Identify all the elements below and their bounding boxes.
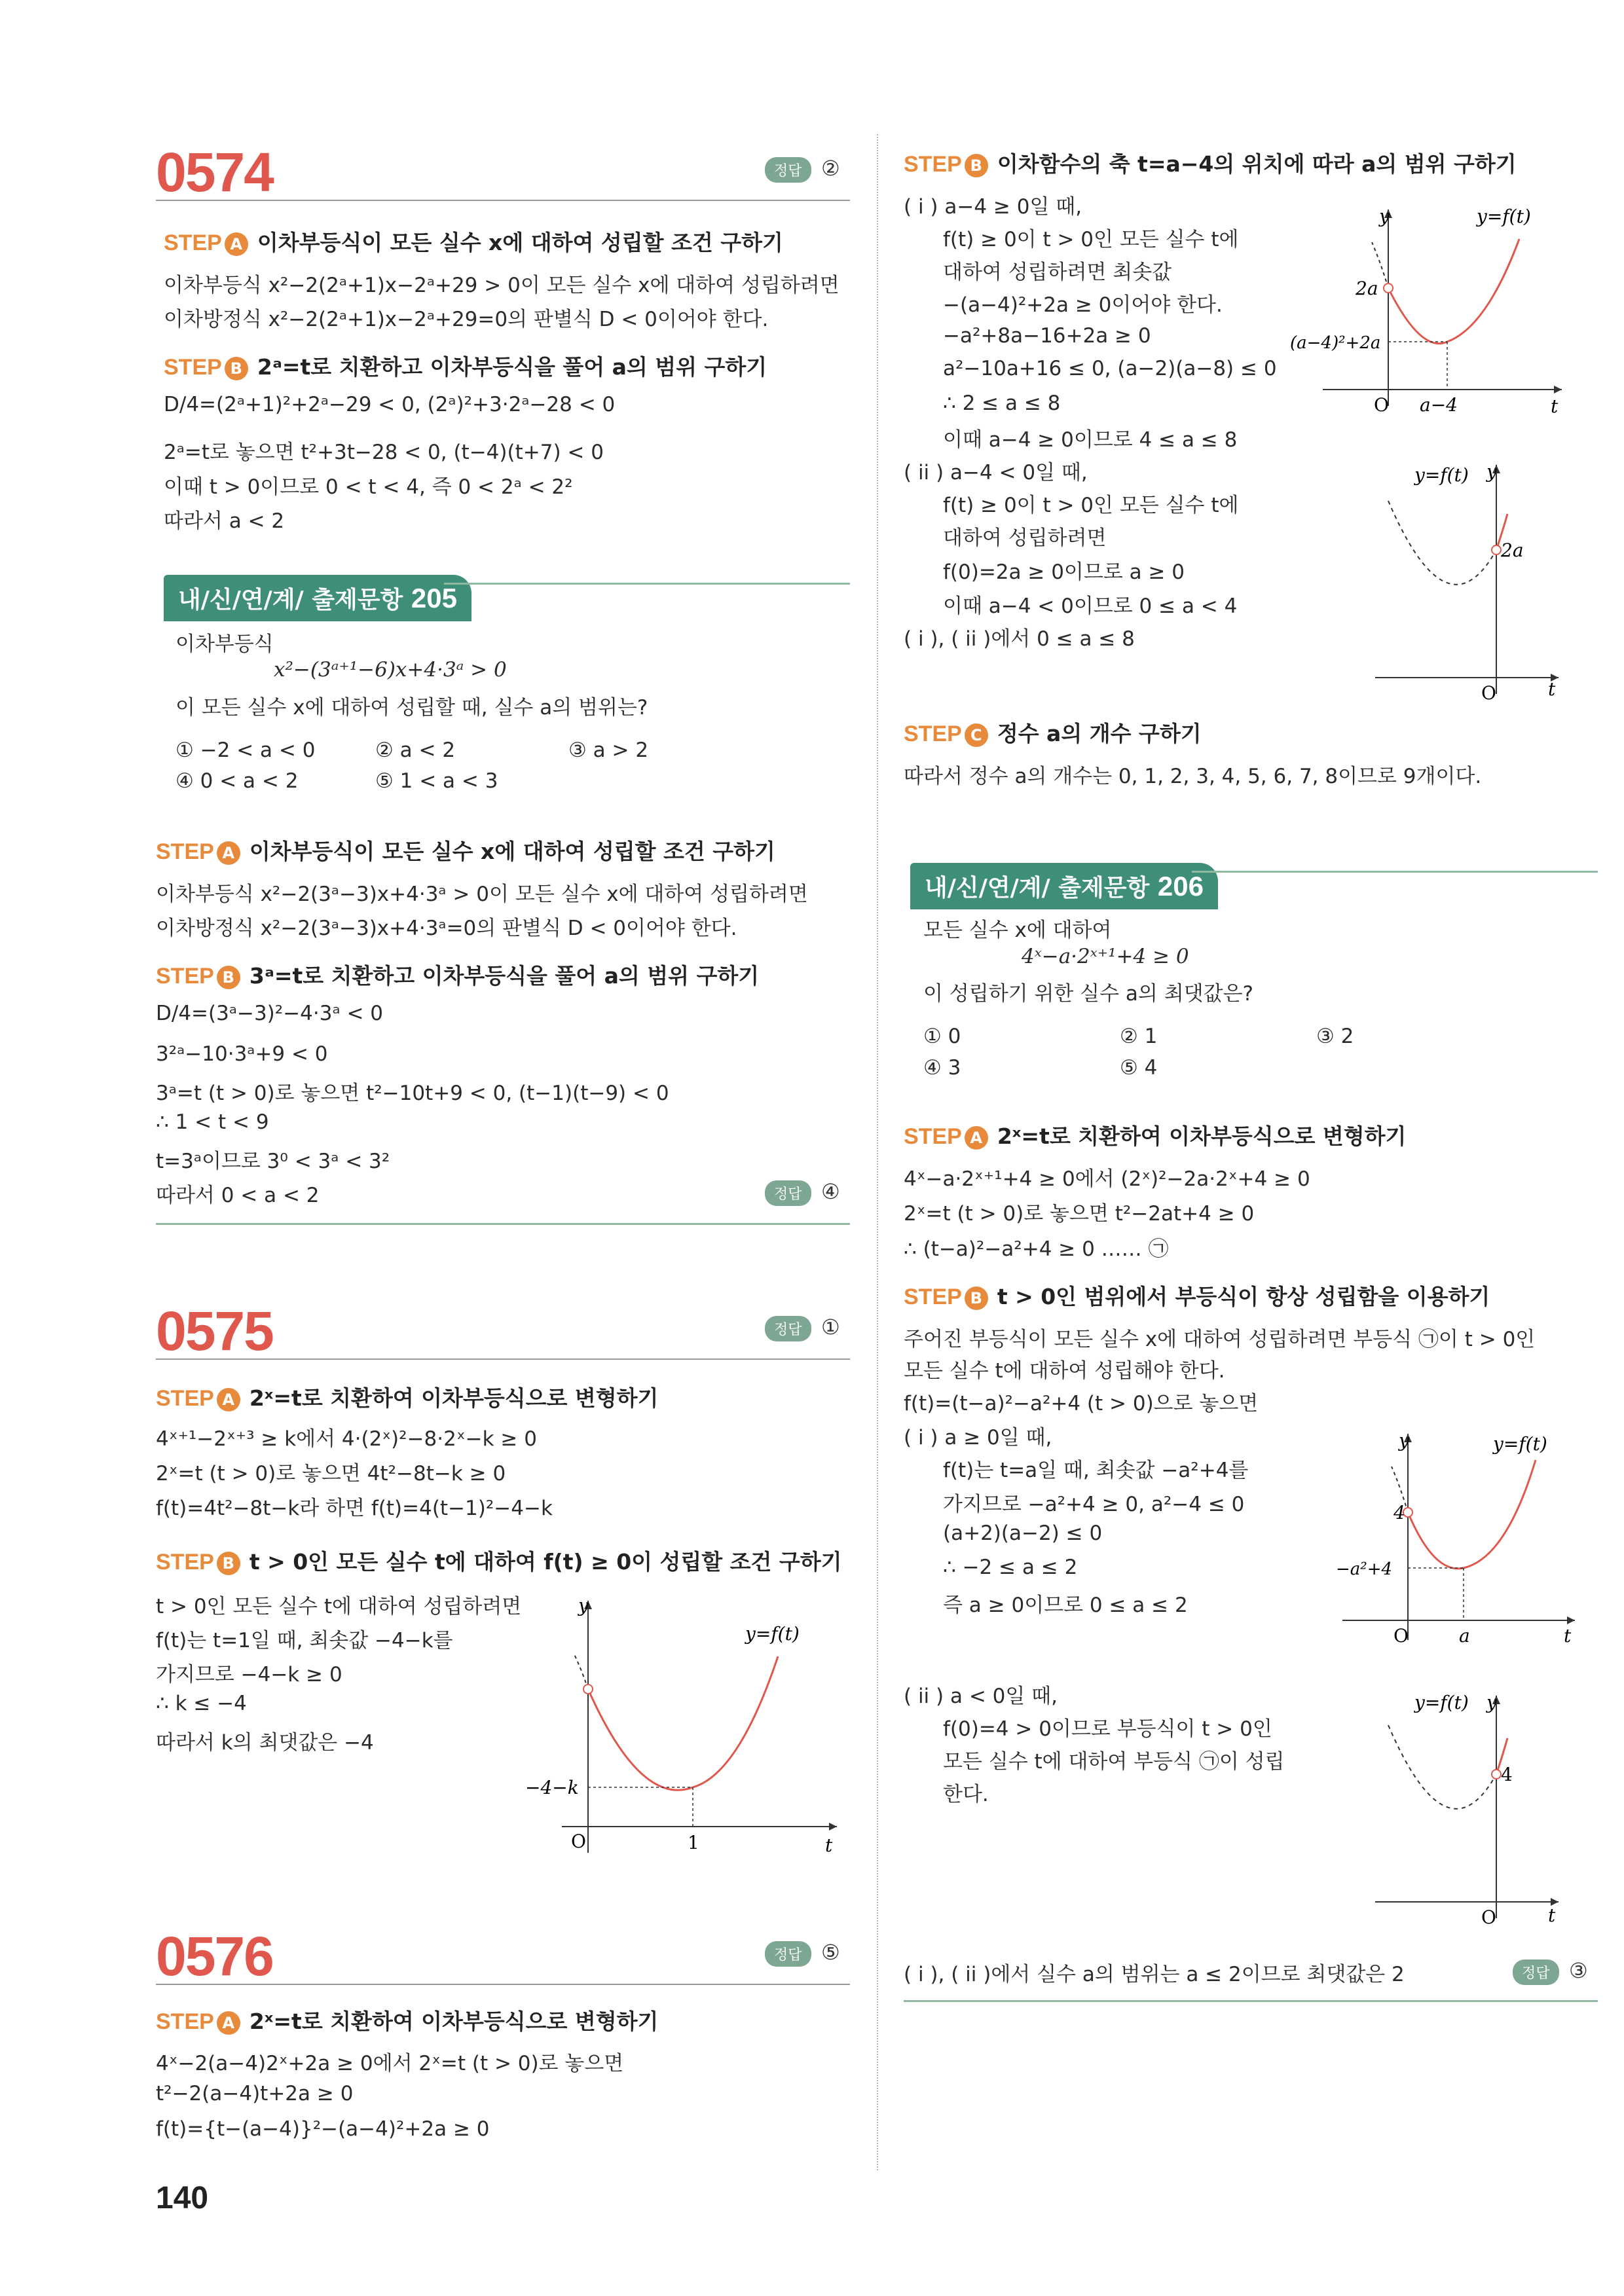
y-axis-label: y (578, 1595, 589, 1616)
solution-line: 이때 a−4 < 0이므로 0 ≤ a < 4 (943, 594, 1238, 618)
solution-line: t²−2(a−4)t+2a ≥ 0 (156, 2082, 354, 2105)
section-rule (156, 200, 850, 201)
solution-line: 즉 a ≥ 0이므로 0 ≤ a ≤ 2 (943, 1594, 1188, 1617)
min-value-label: −a²+4 (1336, 1559, 1393, 1579)
solution-line: ( ii ) a−4 < 0일 때, (904, 461, 1088, 484)
x-axis-label: t (1551, 395, 1559, 417)
step-heading: STEP B t > 0인 모든 실수 t에 대하여 f(t) ≥ 0이 성립할 조건 구하기 (156, 1549, 842, 1575)
x-axis-label: t (825, 1834, 833, 1856)
choice: ⑤ 1 < a < 3 (375, 769, 498, 793)
solution-line: 2ˣ=t (t > 0)로 놓으면 t²−2at+4 ≥ 0 (904, 1202, 1255, 1226)
parabola-graph (523, 1591, 850, 1866)
parabola-graph (1290, 196, 1572, 426)
parabola-graph (1336, 452, 1572, 701)
step-heading: STEP A 2ˣ=t로 치환하여 이차부등식으로 변형하기 (156, 2009, 659, 2034)
y-intercept-label: 4 (1393, 1502, 1405, 1523)
problem-number: 0575 (156, 1300, 273, 1362)
solution-line: f(t)=(t−a)²−a²+4 (t > 0)으로 놓으면 (904, 1392, 1259, 1415)
solution-line: 가지므로 −4−k ≥ 0 (156, 1663, 342, 1686)
y-axis-label: y (1379, 206, 1390, 227)
choice: ① −2 < a < 0 (175, 738, 316, 762)
solution-line: f(t)는 t=a일 때, 최솟값 −a²+4를 (943, 1459, 1249, 1482)
solution-line: ( i ), ( ii )에서 0 ≤ a ≤ 8 (904, 627, 1135, 651)
y-intercept-label: 2a (1501, 539, 1524, 561)
solution-line: 대하여 성립하려면 최솟값 (943, 261, 1172, 284)
tag-rule (1192, 871, 1598, 873)
answer-badge: 정답 (1513, 1959, 1559, 1985)
solution-line: ∴ 2 ≤ a ≤ 8 (943, 392, 1061, 415)
x-axis-label: t (1564, 1625, 1572, 1647)
solution-line: −(a−4)²+2a ≥ 0이어야 한다. (943, 293, 1223, 317)
y-axis-label: y (1486, 461, 1497, 483)
step-heading: STEP B 3ᵃ=t로 치환하고 이차부등식을 풀어 a의 범위 구하기 (156, 963, 760, 989)
curve-label: y=f(t) (1477, 206, 1531, 227)
origin-label: O (1481, 682, 1496, 701)
solution-line: 이차방정식 x²−2(2ᵃ+1)x−2ᵃ+29=0의 판별식 D < 0이어야 한다. (164, 308, 769, 331)
solution-line: 가지므로 −a²+4 ≥ 0, a²−4 ≤ 0 (943, 1493, 1245, 1516)
solution-line: f(t)는 t=1일 때, 최솟값 −4−k를 (156, 1629, 453, 1652)
y-axis-label: y (1399, 1430, 1409, 1451)
step-heading: STEP B 이차함수의 축 t=a−4의 위치에 따라 a의 범위 구하기 (904, 151, 1517, 177)
choice: ④ 3 (923, 1056, 961, 1080)
solution-line: f(t)=4t²−8t−k라 하면 f(t)=4(t−1)²−4−k (156, 1497, 553, 1520)
curve-label: y=f(t) (1414, 1692, 1469, 1713)
solution-line: 따라서 정수 a의 개수는 0, 1, 2, 3, 4, 5, 6, 7, 8이므로 9개이다. (904, 765, 1482, 788)
question-line: 이차부등식 (175, 632, 274, 656)
tag-rule (444, 583, 850, 585)
x-tick-label: 1 (688, 1832, 699, 1853)
answer-value: ⑤ (821, 1940, 840, 1965)
vertex-x-label: a (1459, 1625, 1470, 1647)
solution-line: 한다. (943, 1783, 989, 1806)
step-heading: STEP A 이차부등식이 모든 실수 x에 대하여 성립할 조건 구하기 (164, 230, 783, 255)
step-heading: STEP B 2ᵃ=t로 치환하고 이차부등식을 풀어 a의 범위 구하기 (164, 354, 767, 380)
origin-label: O (1374, 394, 1389, 416)
answer-badge: 정답 (765, 1180, 811, 1206)
solution-line: 2ˣ=t (t > 0)로 놓으면 4t²−8t−k ≥ 0 (156, 1462, 506, 1485)
step-heading: STEP C 정수 a의 개수 구하기 (904, 721, 1202, 746)
question-line: 이 성립하기 위한 실수 a의 최댓값은? (923, 982, 1253, 1006)
choice: ③ 2 (1316, 1025, 1354, 1048)
solution-line: (a+2)(a−2) ≤ 0 (943, 1522, 1103, 1545)
page-number: 140 (156, 2181, 209, 2215)
solution-line: 4ˣ−a·2ˣ⁺¹+4 ≥ 0에서 (2ˣ)²−2a·2ˣ+4 ≥ 0 (904, 1167, 1310, 1191)
section-rule (156, 1358, 850, 1360)
min-value-label: (a−4)²+2a (1290, 333, 1381, 353)
solution-line: 모든 실수 t에 대하여 성립해야 한다. (904, 1359, 1225, 1383)
answer-value: ② (821, 156, 840, 181)
solution-line: t=3ᵃ이므로 3⁰ < 3ᵃ < 3² (156, 1150, 390, 1173)
question-line: 이 모든 실수 x에 대하여 성립할 때, 실수 a의 범위는? (175, 696, 648, 720)
step-heading: STEP A 이차부등식이 모든 실수 x에 대하여 성립할 조건 구하기 (156, 839, 775, 864)
solution-line: ( i ) a−4 ≥ 0일 때, (904, 195, 1082, 219)
solution-line: 이차방정식 x²−2(3ᵃ−3)x+4·3ᵃ=0의 판별식 D < 0이어야 한다. (156, 917, 737, 940)
choice: ② 1 (1120, 1025, 1158, 1048)
x-axis-label: t (1548, 1904, 1556, 1925)
solution-line: 모든 실수 t에 대하여 부등식 ㉠이 성립 (943, 1750, 1285, 1774)
solution-line: ( i ) a ≥ 0일 때, (904, 1426, 1052, 1449)
section-rule (156, 1984, 850, 1985)
solution-line: ( ii ) a < 0일 때, (904, 1685, 1058, 1708)
solution-line: D/4=(2ᵃ+1)²+2ᵃ−29 < 0, (2ᵃ)²+3·2ᵃ−28 < 0 (164, 393, 616, 416)
answer-value: ④ (821, 1179, 840, 1204)
solution-line: 따라서 k의 최댓값은 −4 (156, 1731, 374, 1755)
question-line: 모든 실수 x에 대하여 (923, 919, 1112, 942)
problem-number: 0576 (156, 1925, 273, 1987)
section-rule (904, 2000, 1598, 2002)
solution-line: 3²ᵃ−10·3ᵃ+9 < 0 (156, 1042, 328, 1066)
solution-line: f(t) ≥ 0이 t > 0인 모든 실수 t에 (943, 494, 1239, 517)
solution-line: 이때 a−4 ≥ 0이므로 4 ≤ a ≤ 8 (943, 428, 1238, 452)
origin-label: O (1393, 1625, 1409, 1647)
solution-line: ∴ (t−a)²−a²+4 ≥ 0 …… ㉠ (904, 1237, 1169, 1261)
problem-number: 0574 (156, 141, 273, 203)
step-heading: STEP B t > 0인 범위에서 부등식이 항상 성립함을 이용하기 (904, 1284, 1490, 1309)
solution-line: ∴ 1 < t < 9 (156, 1110, 269, 1134)
origin-label: O (571, 1831, 586, 1852)
question-formula: 4ˣ−a·2ˣ⁺¹+4 ≥ 0 (1022, 945, 1189, 968)
solution-line: D/4=(3ᵃ−3)²−4·3ᵃ < 0 (156, 1002, 384, 1025)
solution-line: f(t)={t−(a−4)}²−(a−4)²+2a ≥ 0 (156, 2117, 490, 2141)
solution-line: 2ᵃ=t로 놓으면 t²+3t−28 < 0, (t−4)(t+7) < 0 (164, 441, 604, 464)
solution-line: 따라서 a < 2 (164, 509, 285, 533)
min-value-label: −4−k (525, 1777, 579, 1798)
solution-line: f(0)=2a ≥ 0이므로 a ≥ 0 (943, 560, 1185, 584)
solution-line: 주어진 부등식이 모든 실수 x에 대하여 성립하려면 부등식 ㉠이 t > 0인 (904, 1328, 1536, 1351)
solution-line: ( i ), ( ii )에서 실수 a의 범위는 a ≤ 2이므로 최댓값은 2 (904, 1963, 1405, 1986)
y-intercept-label: 4 (1501, 1764, 1513, 1785)
solution-line: t > 0인 모든 실수 t에 대하여 성립하려면 (156, 1595, 522, 1618)
parabola-graph (1336, 1683, 1572, 1925)
choice: ① 0 (923, 1025, 961, 1048)
solution-line: 이차부등식 x²−2(3ᵃ−3)x+4·3ᵃ > 0이 모든 실수 x에 대하여 성립하려면 (156, 883, 808, 906)
solution-line: 이때 t > 0이므로 0 < t < 4, 즉 0 < 2ᵃ < 2² (164, 475, 573, 499)
choice: ④ 0 < a < 2 (175, 769, 299, 793)
column-divider (877, 134, 878, 2170)
answer-badge: 정답 (765, 1941, 811, 1967)
vertex-x-label: a−4 (1420, 394, 1458, 416)
choice: ② a < 2 (375, 738, 456, 762)
curve-label: y=f(t) (1493, 1433, 1547, 1455)
y-axis-label: y (1486, 1692, 1497, 1713)
x-axis-label: t (1548, 678, 1556, 700)
step-heading: STEP A 2ˣ=t로 치환하여 이차부등식으로 변형하기 (156, 1385, 659, 1411)
step-heading: STEP A 2ˣ=t로 치환하여 이차부등식으로 변형하기 (904, 1123, 1407, 1149)
linked-question-tag: 내/신/연/계/ 출제문항 206 (910, 863, 1218, 909)
choice: ⑤ 4 (1120, 1056, 1158, 1080)
question-formula: x²−(3ᵃ⁺¹−6)x+4·3ᵃ > 0 (274, 658, 507, 682)
solution-line: 4ˣ⁺¹−2ˣ⁺³ ≥ k에서 4·(2ˣ)²−8·2ˣ−k ≥ 0 (156, 1427, 537, 1451)
curve-label: y=f(t) (745, 1623, 800, 1645)
solution-line: f(0)=4 > 0이므로 부등식이 t > 0인 (943, 1717, 1272, 1741)
solution-line: ∴ −2 ≤ a ≤ 2 (943, 1556, 1078, 1579)
solution-line: a²−10a+16 ≤ 0, (a−2)(a−8) ≤ 0 (943, 357, 1277, 380)
solution-line: 4ˣ−2(a−4)2ˣ+2a ≥ 0에서 2ˣ=t (t > 0)로 놓으면 (156, 2052, 624, 2075)
solution-line: f(t) ≥ 0이 t > 0인 모든 실수 t에 (943, 228, 1239, 251)
solution-line: ∴ k ≤ −4 (156, 1692, 247, 1715)
linked-question-tag: 내/신/연/계/ 출제문항 205 (164, 575, 471, 621)
answer-badge: 정답 (765, 157, 811, 183)
solution-line: 따라서 0 < a < 2 (156, 1184, 320, 1207)
solution-line: 이차부등식 x²−2(2ᵃ+1)x−2ᵃ+29 > 0이 모든 실수 x에 대하여 성립하려면 (164, 274, 840, 297)
parabola-graph (1310, 1421, 1585, 1656)
solution-line: −a²+8a−16+2a ≥ 0 (943, 324, 1151, 348)
answer-badge: 정답 (765, 1316, 811, 1341)
answer-value: ③ (1569, 1958, 1588, 1983)
section-rule (156, 1223, 850, 1225)
curve-label: y=f(t) (1414, 464, 1469, 486)
choice: ③ a > 2 (568, 738, 649, 762)
origin-label: O (1481, 1906, 1496, 1925)
y-intercept-label: 2a (1356, 278, 1378, 299)
solution-line: 3ᵃ=t (t > 0)로 놓으면 t²−10t+9 < 0, (t−1)(t−9) < 0 (156, 1082, 669, 1105)
answer-value: ① (821, 1315, 840, 1339)
solution-line: 대하여 성립하려면 (943, 526, 1107, 550)
